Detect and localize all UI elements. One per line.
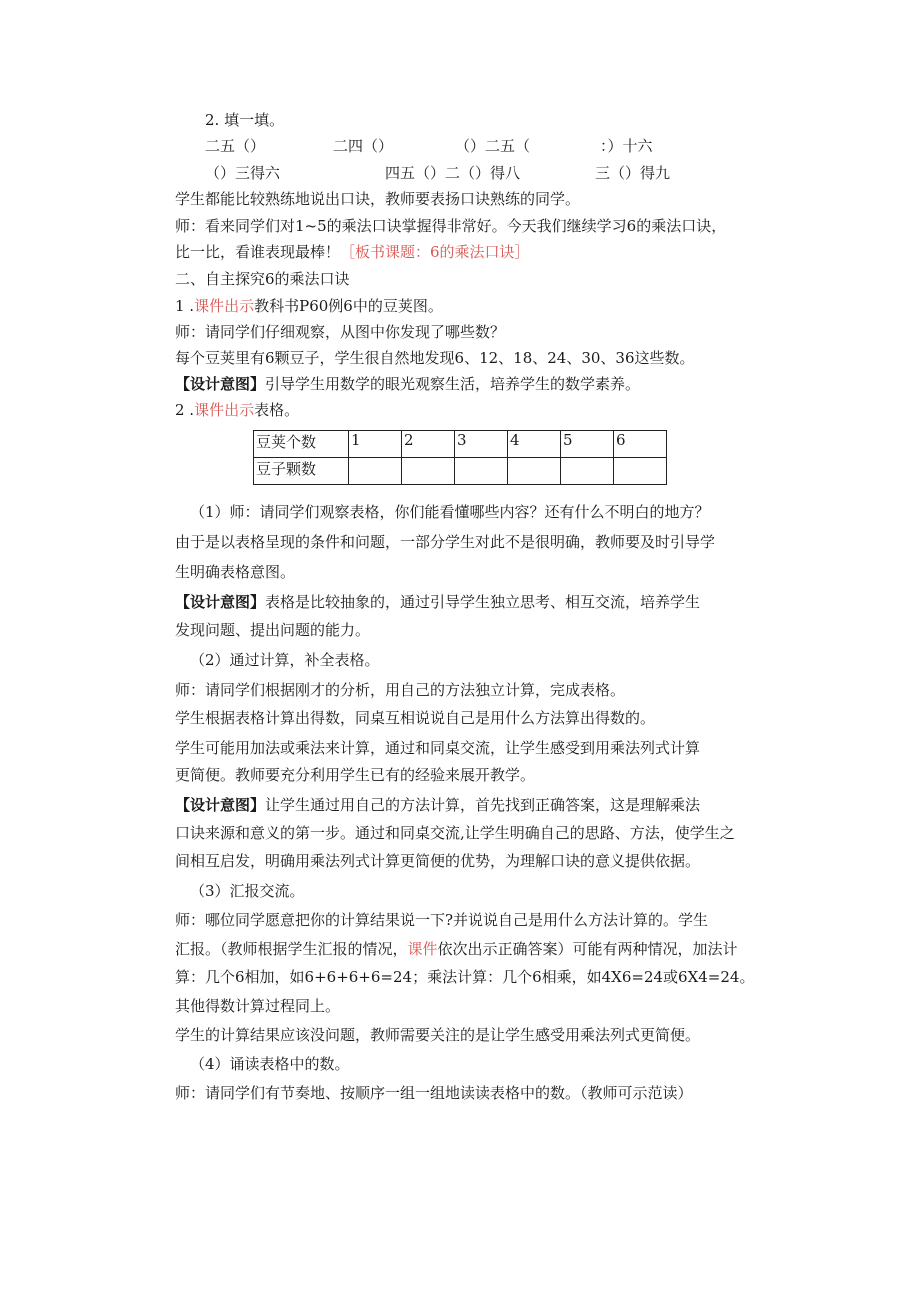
item-number: 2 . xyxy=(175,401,195,419)
courseware-note: 课件 xyxy=(407,940,438,958)
paragraph xyxy=(175,296,443,316)
paragraph xyxy=(175,939,738,959)
text: 比一比，看谁表现最棒！ xyxy=(175,243,341,261)
paragraph: 间相互启发，明确用乘法列式计算更简便的优势，为理解口诀的意义提供依据。 xyxy=(175,852,701,870)
courseware-note: 课件出示 xyxy=(194,401,255,419)
fill-item: 二四（） xyxy=(333,137,394,155)
paragraph: 学生可能用加法或乘法来计算，通过和同桌交流，让学生感受到用乘法列式计算 xyxy=(175,739,701,757)
paragraph: （1）师：请同学们观察表格，你们能看懂哪些内容？还有什么不明白的地方？ xyxy=(190,503,710,521)
paragraph: 更简便。教师要充分利用学生已有的经验来展开教学。 xyxy=(175,766,536,784)
design-intent-label: 【设计意图】 xyxy=(175,593,266,611)
paragraph: 师：看来同学们对1~5的乘法口诀掌握得非常好。今天我们继续学习6的乘法口诀， xyxy=(175,217,727,235)
table-header-cell: 豆荚个数 xyxy=(254,431,349,458)
paragraph: 算：几个6相加，如6+6+6+6=24；乘法计算：几个6相乘，如4X6=24或6X4=24。 xyxy=(175,968,755,986)
text: 依次出示正确答案）可能有两种情况，加法计 xyxy=(437,940,738,958)
table-row xyxy=(254,458,667,485)
section-title-fill: 2. 填一填。 xyxy=(205,111,285,129)
text: 表格是比较抽象的，通过引导学生独立思考、相互交流，培养学生 xyxy=(265,593,701,611)
bean-table xyxy=(253,430,667,485)
table-cell: 5 xyxy=(561,431,614,458)
subheading: （3）汇报交流。 xyxy=(190,882,305,900)
paragraph: 每个豆荚里有6颗豆子，学生很自然地发现6、12、18、24、30、36这些数。 xyxy=(175,349,695,367)
fill-item: ：）十六 xyxy=(600,137,653,155)
paragraph: 师：请同学们仔细观察，从图中你发现了哪些数？ xyxy=(175,323,506,341)
table-cell: 1 xyxy=(349,431,402,458)
text: 引导学生用数学的眼光观察生活，培养学生的数学素养。 xyxy=(265,375,641,393)
table-cell xyxy=(614,458,667,485)
paragraph: 生明确表格意图。 xyxy=(175,563,296,581)
courseware-note: 课件出示 xyxy=(194,297,255,315)
text: 汇报。（教师根据学生汇报的情况， xyxy=(175,940,408,958)
board-title-note: ［板书课题：6的乘法口诀］ xyxy=(340,243,530,261)
table-cell xyxy=(455,458,508,485)
paragraph: 发现问题、提出问题的能力。 xyxy=(175,621,371,639)
fill-item: 四五（）二（）得八 xyxy=(385,164,521,182)
design-intent-label: 【设计意图】 xyxy=(175,796,266,814)
subheading: （4）诵读表格中的数。 xyxy=(190,1055,350,1073)
paragraph xyxy=(175,400,299,420)
paragraph: 由于是以表格呈现的条件和问题，一部分学生对此不是很明确，教师要及时引导学 xyxy=(175,533,716,551)
design-intent-label: 【设计意图】 xyxy=(175,375,266,393)
paragraph xyxy=(175,242,530,262)
table-cell xyxy=(508,458,561,485)
table-cell xyxy=(349,458,402,485)
paragraph xyxy=(175,795,700,815)
table-cell xyxy=(402,458,455,485)
table-cell: 2 xyxy=(402,431,455,458)
table-cell: 4 xyxy=(508,431,561,458)
paragraph: 师：请同学们有节奏地、按顺序一组一组地读读表格中的数。（教师可示范读） xyxy=(175,1084,693,1102)
paragraph xyxy=(175,592,700,612)
paragraph xyxy=(175,374,640,394)
fill-item: 三（）得九 xyxy=(595,164,671,182)
text: 让学生通过用自己的方法计算，首先找到正确答案，这是理解乘法 xyxy=(265,796,701,814)
text: 教科书P60例6中的豆荚图。 xyxy=(254,297,443,315)
paragraph: 学生都能比较熟练地说出口诀，教师要表扬口诀熟练的同学。 xyxy=(175,190,581,208)
paragraph: 口诀来源和意义的第一步。通过和同桌交流,让学生明确自己的思路、方法，使学生之 xyxy=(175,824,735,842)
table-cell: 6 xyxy=(614,431,667,458)
section-heading: 二、自主探究6的乘法口诀 xyxy=(175,270,350,288)
paragraph: 其他得数计算过程同上。 xyxy=(175,997,341,1015)
fill-item: 二五（） xyxy=(205,137,266,155)
table-cell xyxy=(561,458,614,485)
item-number: 1 . xyxy=(175,297,195,315)
table-row xyxy=(254,431,667,458)
table-cell: 3 xyxy=(455,431,508,458)
paragraph: 学生的计算结果应该没问题，教师需要关注的是让学生感受用乘法列式更简便。 xyxy=(175,1026,701,1044)
subheading: （2）通过计算，补全表格。 xyxy=(190,651,380,669)
paragraph: 师：请同学们根据刚才的分析，用自己的方法独立计算，完成表格。 xyxy=(175,681,626,699)
fill-item: （）三得六 xyxy=(205,164,281,182)
paragraph: 学生根据表格计算出得数，同桌互相说说自己是用什么方法算出得数的。 xyxy=(175,709,656,727)
table-header-cell: 豆子颗数 xyxy=(254,458,349,485)
text: 表格。 xyxy=(254,401,300,419)
fill-item: （）二五（ xyxy=(455,137,531,155)
paragraph: 师：哪位同学愿意把你的计算结果说一下?并说说自己是用什么方法计算的。学生 xyxy=(175,911,709,929)
